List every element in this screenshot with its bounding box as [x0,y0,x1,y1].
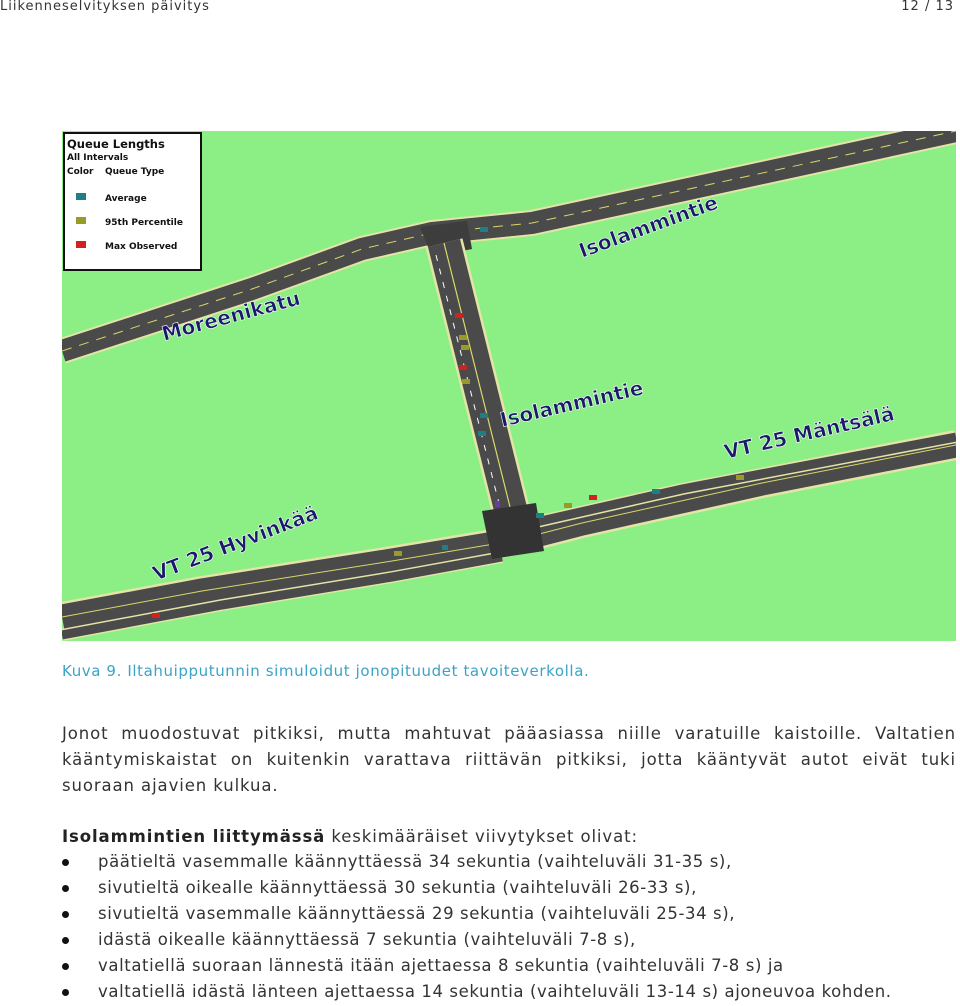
list-item-text: valtatiellä suoraan lännestä itään ajettaessa 8 sekuntia (vaihteluväli 7-8 s) ja [98,956,784,975]
page-number: 12 / 13 [901,0,954,14]
list-item [62,875,892,901]
list-item [62,927,892,953]
legend-swatch-average [76,193,86,200]
legend-label-95th: 95th Percentile [105,218,183,228]
legend-label-average: Average [105,194,147,204]
legend-subtitle: All Intervals [67,153,129,163]
label-moreenikatu: Moreenikatu [159,285,303,346]
label-vt25-mantsala: VT 25 Mäntsälä [721,401,897,464]
list-item [62,953,892,979]
delay-list [62,849,892,1005]
label-isolammintie-mid: Isolammintie [497,375,646,432]
list-item-text: idästä oikealle käännyttäessä 7 sekuntia (vaihteluväli 7-8 s), [98,930,636,949]
legend-color-header: Color [67,167,94,177]
list-item [62,849,892,875]
bullet-icon [62,885,69,892]
label-vt25-hyvinkaa: VT 25 Hyvinkää [149,500,322,586]
paragraph-queues: Jonot muodostuvat pitkiksi, mutta mahtuvat pääasiassa niille varatuille kaistoille. Valtatien kääntymiskaistat on kuitenkin varattava riittävän pitkiksi, jotta kääntyvät autot eivät tuki suoraan ajavien kulkua. [62,724,956,795]
document-title: Liikenneselvityksen päivitys [0,0,210,14]
bullet-icon [62,911,69,918]
bullet-icon [62,859,69,866]
delays-intro-text: keskimääräiset viivytykset olivat: [325,827,638,846]
paragraph-delays-intro [62,824,956,850]
list-item-text: päätieltä vasemmalle käännyttäessä 34 sekuntia (vaihteluväli 31-35 s), [98,852,732,871]
legend-swatch-max [76,241,86,248]
legend-label-max: Max Observed [105,242,178,252]
legend-swatch-95th [76,217,86,224]
queue-length-map [62,131,956,641]
legend-type-header: Queue Type [105,167,165,177]
figure-caption: Kuva 9. Iltahuipputunnin simuloidut jonopituudet tavoiteverkolla. [62,662,590,680]
list-item-text: valtatiellä idästä länteen ajettaessa 14 sekuntia (vaihteluväli 13-14 s) ajoneuvoa kohden. [98,982,892,1001]
label-isolammintie-ne: Isolammintie [575,190,722,263]
bullet-icon [62,937,69,944]
list-item [62,979,892,1005]
list-item-text: sivutieltä oikealle käännyttäessä 30 sekuntia (vaihteluväli 26-33 s), [98,878,697,897]
list-item [62,901,892,927]
legend-title: Queue Lengths [67,137,165,151]
page-header [0,0,960,18]
bullet-icon [62,989,69,996]
list-item-text: sivutieltä vasemmalle käännyttäessä 29 sekuntia (vaihteluväli 25-34 s), [98,904,736,923]
intersection-name: Isolammintien liittymässä [62,827,326,846]
lower-intersection [482,503,544,559]
legend-box [64,133,201,270]
bullet-icon [62,963,69,970]
